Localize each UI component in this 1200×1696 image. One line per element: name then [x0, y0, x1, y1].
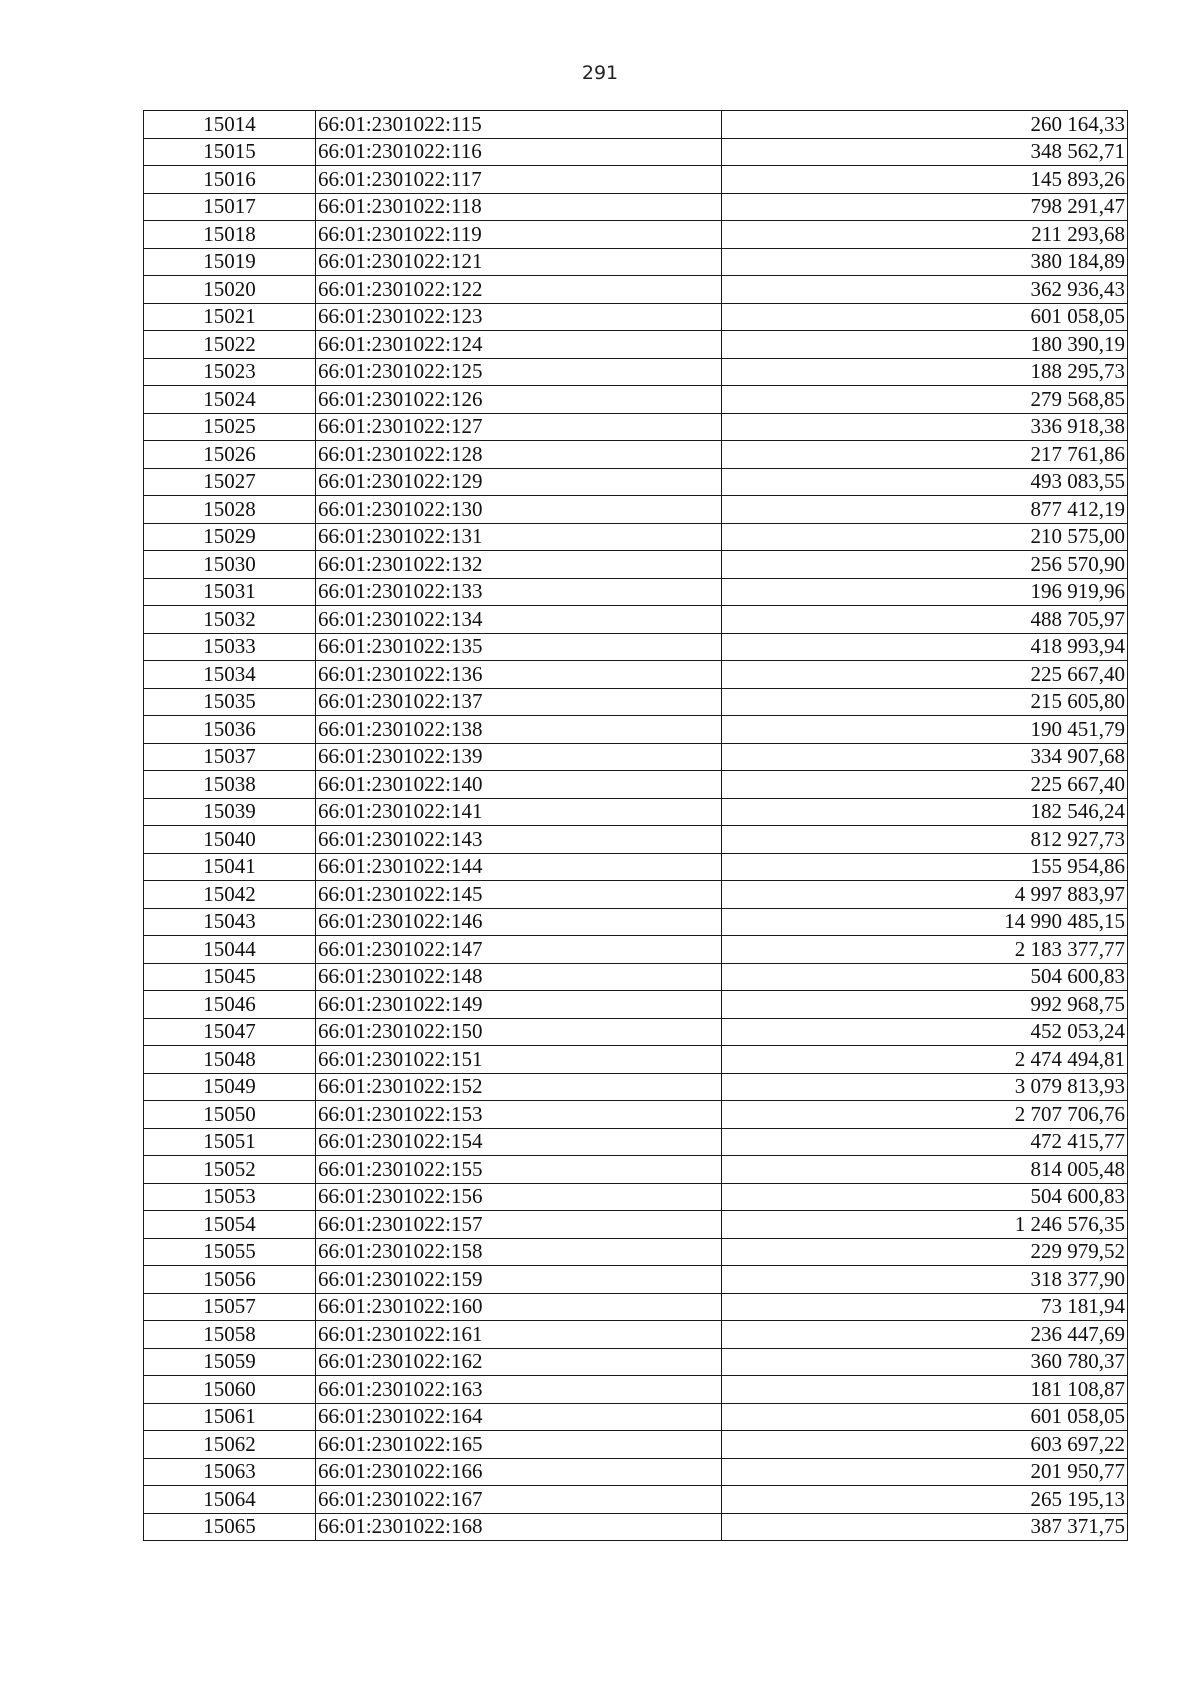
- cadastral-number-cell: 66:01:2301022:144: [316, 853, 722, 881]
- cadastral-number-cell: 66:01:2301022:116: [316, 138, 722, 166]
- cadastral-number-cell: 66:01:2301022:163: [316, 1376, 722, 1404]
- row-number-cell: 15032: [144, 606, 316, 634]
- table-row: [144, 496, 1128, 524]
- cadastral-value-cell: 236 447,69: [722, 1321, 1128, 1349]
- table-row: [144, 936, 1128, 964]
- cadastral-number-cell: 66:01:2301022:138: [316, 716, 722, 744]
- cadastral-value-cell: 190 451,79: [722, 716, 1128, 744]
- row-number-cell: 15036: [144, 716, 316, 744]
- cadastral-value-cell: 211 293,68: [722, 221, 1128, 249]
- row-number-cell: 15019: [144, 248, 316, 276]
- cadastral-number-cell: 66:01:2301022:162: [316, 1348, 722, 1376]
- table-row: [144, 881, 1128, 909]
- cadastral-value-cell: 215 605,80: [722, 688, 1128, 716]
- cadastral-number-cell: 66:01:2301022:147: [316, 936, 722, 964]
- cadastral-value-cell: 472 415,77: [722, 1128, 1128, 1156]
- cadastral-number-cell: 66:01:2301022:167: [316, 1486, 722, 1514]
- cadastral-number-cell: 66:01:2301022:159: [316, 1266, 722, 1294]
- cadastral-value-cell: 256 570,90: [722, 551, 1128, 579]
- table-row: [144, 1486, 1128, 1514]
- table-row: [144, 1156, 1128, 1184]
- cadastral-number-cell: 66:01:2301022:135: [316, 633, 722, 661]
- cadastral-value-cell: 145 893,26: [722, 166, 1128, 194]
- table-row: [144, 716, 1128, 744]
- table-row: [144, 303, 1128, 331]
- table-row: [144, 1266, 1128, 1294]
- table-row: [144, 1238, 1128, 1266]
- row-number-cell: 15045: [144, 963, 316, 991]
- cadastral-value-cell: 210 575,00: [722, 523, 1128, 551]
- table-row: [144, 963, 1128, 991]
- cadastral-number-cell: 66:01:2301022:125: [316, 358, 722, 386]
- row-number-cell: 15031: [144, 578, 316, 606]
- cadastral-number-cell: 66:01:2301022:139: [316, 743, 722, 771]
- cadastral-number-cell: 66:01:2301022:118: [316, 193, 722, 221]
- cadastral-value-cell: 877 412,19: [722, 496, 1128, 524]
- table-row: [144, 386, 1128, 414]
- cadastral-value-cell: 260 164,33: [722, 111, 1128, 139]
- cadastral-number-cell: 66:01:2301022:141: [316, 798, 722, 826]
- cadastral-number-cell: 66:01:2301022:157: [316, 1211, 722, 1239]
- cadastral-number-cell: 66:01:2301022:137: [316, 688, 722, 716]
- cadastral-number-cell: 66:01:2301022:165: [316, 1431, 722, 1459]
- cadastral-value-cell: 180 390,19: [722, 331, 1128, 359]
- cadastral-number-cell: 66:01:2301022:131: [316, 523, 722, 551]
- table-row: [144, 221, 1128, 249]
- table-row: [144, 633, 1128, 661]
- row-number-cell: 15029: [144, 523, 316, 551]
- row-number-cell: 15014: [144, 111, 316, 139]
- cadastral-value-cell: 2 183 377,77: [722, 936, 1128, 964]
- row-number-cell: 15058: [144, 1321, 316, 1349]
- row-number-cell: 15050: [144, 1101, 316, 1129]
- cadastral-value-cell: 155 954,86: [722, 853, 1128, 881]
- row-number-cell: 15026: [144, 441, 316, 469]
- row-number-cell: 15015: [144, 138, 316, 166]
- cadastral-value-cell: 181 108,87: [722, 1376, 1128, 1404]
- cadastral-value-cell: 418 993,94: [722, 633, 1128, 661]
- cadastral-value-cell: 601 058,05: [722, 303, 1128, 331]
- table-row: [144, 1403, 1128, 1431]
- table-row: [144, 193, 1128, 221]
- cadastral-number-cell: 66:01:2301022:129: [316, 468, 722, 496]
- table-row: [144, 1101, 1128, 1129]
- cadastral-number-cell: 66:01:2301022:155: [316, 1156, 722, 1184]
- row-number-cell: 15065: [144, 1513, 316, 1541]
- cadastral-number-cell: 66:01:2301022:149: [316, 991, 722, 1019]
- row-number-cell: 15064: [144, 1486, 316, 1514]
- cadastral-number-cell: 66:01:2301022:133: [316, 578, 722, 606]
- cadastral-number-cell: 66:01:2301022:156: [316, 1183, 722, 1211]
- cadastral-value-cell: 814 005,48: [722, 1156, 1128, 1184]
- table-row: [144, 441, 1128, 469]
- cadastral-value-cell: 73 181,94: [722, 1293, 1128, 1321]
- row-number-cell: 15034: [144, 661, 316, 689]
- table-row: [144, 606, 1128, 634]
- table-row: [144, 468, 1128, 496]
- cadastral-value-cell: 387 371,75: [722, 1513, 1128, 1541]
- row-number-cell: 15056: [144, 1266, 316, 1294]
- cadastral-value-cell: 2 707 706,76: [722, 1101, 1128, 1129]
- table-row: [144, 276, 1128, 304]
- table-row: [144, 138, 1128, 166]
- row-number-cell: 15060: [144, 1376, 316, 1404]
- row-number-cell: 15048: [144, 1046, 316, 1074]
- row-number-cell: 15027: [144, 468, 316, 496]
- cadastral-number-cell: 66:01:2301022:117: [316, 166, 722, 194]
- table-row: [144, 1431, 1128, 1459]
- row-number-cell: 15028: [144, 496, 316, 524]
- cadastral-value-cell: 334 907,68: [722, 743, 1128, 771]
- cadastral-number-cell: 66:01:2301022:121: [316, 248, 722, 276]
- cadastral-number-cell: 66:01:2301022:146: [316, 908, 722, 936]
- table-row: [144, 1321, 1128, 1349]
- cadastral-value-cell: 452 053,24: [722, 1018, 1128, 1046]
- table-row: [144, 1376, 1128, 1404]
- cadastral-value-cell: 279 568,85: [722, 386, 1128, 414]
- page-number: 291: [581, 62, 619, 84]
- cadastral-number-cell: 66:01:2301022:123: [316, 303, 722, 331]
- cadastral-number-cell: 66:01:2301022:145: [316, 881, 722, 909]
- table-row: [144, 523, 1128, 551]
- cadastral-value-cell: 992 968,75: [722, 991, 1128, 1019]
- table-row: [144, 1018, 1128, 1046]
- cadastral-value-cell: 798 291,47: [722, 193, 1128, 221]
- cadastral-number-cell: 66:01:2301022:164: [316, 1403, 722, 1431]
- row-number-cell: 15043: [144, 908, 316, 936]
- row-number-cell: 15054: [144, 1211, 316, 1239]
- row-number-cell: 15053: [144, 1183, 316, 1211]
- table-row: [144, 661, 1128, 689]
- table-row: [144, 688, 1128, 716]
- cadastral-value-table: [143, 110, 1128, 1541]
- cadastral-number-cell: 66:01:2301022:152: [316, 1073, 722, 1101]
- cadastral-value-cell: 362 936,43: [722, 276, 1128, 304]
- table-row: [144, 1293, 1128, 1321]
- table-row: [144, 743, 1128, 771]
- row-number-cell: 15038: [144, 771, 316, 799]
- row-number-cell: 15023: [144, 358, 316, 386]
- cadastral-number-cell: 66:01:2301022:166: [316, 1458, 722, 1486]
- cadastral-value-cell: 1 246 576,35: [722, 1211, 1128, 1239]
- cadastral-number-cell: 66:01:2301022:119: [316, 221, 722, 249]
- cadastral-value-cell: 265 195,13: [722, 1486, 1128, 1514]
- table-row: [144, 1211, 1128, 1239]
- cadastral-number-cell: 66:01:2301022:132: [316, 551, 722, 579]
- row-number-cell: 15030: [144, 551, 316, 579]
- cadastral-value-cell: 14 990 485,15: [722, 908, 1128, 936]
- row-number-cell: 15020: [144, 276, 316, 304]
- row-number-cell: 15022: [144, 331, 316, 359]
- cadastral-value-cell: 217 761,86: [722, 441, 1128, 469]
- table-row: [144, 908, 1128, 936]
- table-row: [144, 248, 1128, 276]
- row-number-cell: 15039: [144, 798, 316, 826]
- row-number-cell: 15024: [144, 386, 316, 414]
- row-number-cell: 15018: [144, 221, 316, 249]
- row-number-cell: 15016: [144, 166, 316, 194]
- cadastral-value-cell: 3 079 813,93: [722, 1073, 1128, 1101]
- row-number-cell: 15055: [144, 1238, 316, 1266]
- cadastral-value-cell: 2 474 494,81: [722, 1046, 1128, 1074]
- cadastral-value-cell: 336 918,38: [722, 413, 1128, 441]
- cadastral-number-cell: 66:01:2301022:148: [316, 963, 722, 991]
- cadastral-number-cell: 66:01:2301022:136: [316, 661, 722, 689]
- table-row: [144, 853, 1128, 881]
- table-row: [144, 771, 1128, 799]
- row-number-cell: 15042: [144, 881, 316, 909]
- table-row: [144, 111, 1128, 139]
- cadastral-value-cell: 812 927,73: [722, 826, 1128, 854]
- row-number-cell: 15025: [144, 413, 316, 441]
- row-number-cell: 15037: [144, 743, 316, 771]
- row-number-cell: 15040: [144, 826, 316, 854]
- table-row: [144, 991, 1128, 1019]
- table-row: [144, 551, 1128, 579]
- cadastral-number-cell: 66:01:2301022:151: [316, 1046, 722, 1074]
- cadastral-value-cell: 504 600,83: [722, 1183, 1128, 1211]
- row-number-cell: 15033: [144, 633, 316, 661]
- cadastral-value-cell: 488 705,97: [722, 606, 1128, 634]
- row-number-cell: 15051: [144, 1128, 316, 1156]
- cadastral-number-cell: 66:01:2301022:128: [316, 441, 722, 469]
- cadastral-number-cell: 66:01:2301022:150: [316, 1018, 722, 1046]
- cadastral-value-cell: 201 950,77: [722, 1458, 1128, 1486]
- cadastral-number-cell: 66:01:2301022:168: [316, 1513, 722, 1541]
- table-row: [144, 166, 1128, 194]
- row-number-cell: 15044: [144, 936, 316, 964]
- table-row: [144, 578, 1128, 606]
- cadastral-value-cell: 188 295,73: [722, 358, 1128, 386]
- cadastral-value-cell: 493 083,55: [722, 468, 1128, 496]
- table-row: [144, 1128, 1128, 1156]
- row-number-cell: 15057: [144, 1293, 316, 1321]
- cadastral-value-cell: 196 919,96: [722, 578, 1128, 606]
- cadastral-value-cell: 601 058,05: [722, 1403, 1128, 1431]
- cadastral-number-cell: 66:01:2301022:134: [316, 606, 722, 634]
- row-number-cell: 15061: [144, 1403, 316, 1431]
- row-number-cell: 15063: [144, 1458, 316, 1486]
- cadastral-number-cell: 66:01:2301022:127: [316, 413, 722, 441]
- cadastral-value-cell: 603 697,22: [722, 1431, 1128, 1459]
- table-row: [144, 798, 1128, 826]
- table-row: [144, 1513, 1128, 1541]
- cadastral-number-cell: 66:01:2301022:124: [316, 331, 722, 359]
- cadastral-number-cell: 66:01:2301022:143: [316, 826, 722, 854]
- cadastral-number-cell: 66:01:2301022:122: [316, 276, 722, 304]
- table-row: [144, 1458, 1128, 1486]
- row-number-cell: 15047: [144, 1018, 316, 1046]
- cadastral-number-cell: 66:01:2301022:154: [316, 1128, 722, 1156]
- table-row: [144, 1183, 1128, 1211]
- table-row: [144, 331, 1128, 359]
- cadastral-value-cell: 504 600,83: [722, 963, 1128, 991]
- table-body: [144, 111, 1128, 1541]
- row-number-cell: 15035: [144, 688, 316, 716]
- cadastral-value-cell: 225 667,40: [722, 771, 1128, 799]
- row-number-cell: 15046: [144, 991, 316, 1019]
- table-row: [144, 358, 1128, 386]
- row-number-cell: 15052: [144, 1156, 316, 1184]
- row-number-cell: 15017: [144, 193, 316, 221]
- table-row: [144, 413, 1128, 441]
- cadastral-value-cell: 4 997 883,97: [722, 881, 1128, 909]
- cadastral-number-cell: 66:01:2301022:130: [316, 496, 722, 524]
- cadastral-value-cell: 318 377,90: [722, 1266, 1128, 1294]
- cadastral-number-cell: 66:01:2301022:160: [316, 1293, 722, 1321]
- cadastral-number-cell: 66:01:2301022:115: [316, 111, 722, 139]
- cadastral-value-cell: 225 667,40: [722, 661, 1128, 689]
- row-number-cell: 15059: [144, 1348, 316, 1376]
- cadastral-value-cell: 360 780,37: [722, 1348, 1128, 1376]
- cadastral-value-cell: 348 562,71: [722, 138, 1128, 166]
- cadastral-value-cell: 380 184,89: [722, 248, 1128, 276]
- cadastral-value-cell: 229 979,52: [722, 1238, 1128, 1266]
- cadastral-number-cell: 66:01:2301022:140: [316, 771, 722, 799]
- row-number-cell: 15062: [144, 1431, 316, 1459]
- row-number-cell: 15021: [144, 303, 316, 331]
- cadastral-number-cell: 66:01:2301022:161: [316, 1321, 722, 1349]
- cadastral-number-cell: 66:01:2301022:126: [316, 386, 722, 414]
- cadastral-number-cell: 66:01:2301022:153: [316, 1101, 722, 1129]
- cadastral-number-cell: 66:01:2301022:158: [316, 1238, 722, 1266]
- table-row: [144, 1046, 1128, 1074]
- row-number-cell: 15049: [144, 1073, 316, 1101]
- table-row: [144, 1073, 1128, 1101]
- table-row: [144, 1348, 1128, 1376]
- cadastral-value-cell: 182 546,24: [722, 798, 1128, 826]
- table-row: [144, 826, 1128, 854]
- row-number-cell: 15041: [144, 853, 316, 881]
